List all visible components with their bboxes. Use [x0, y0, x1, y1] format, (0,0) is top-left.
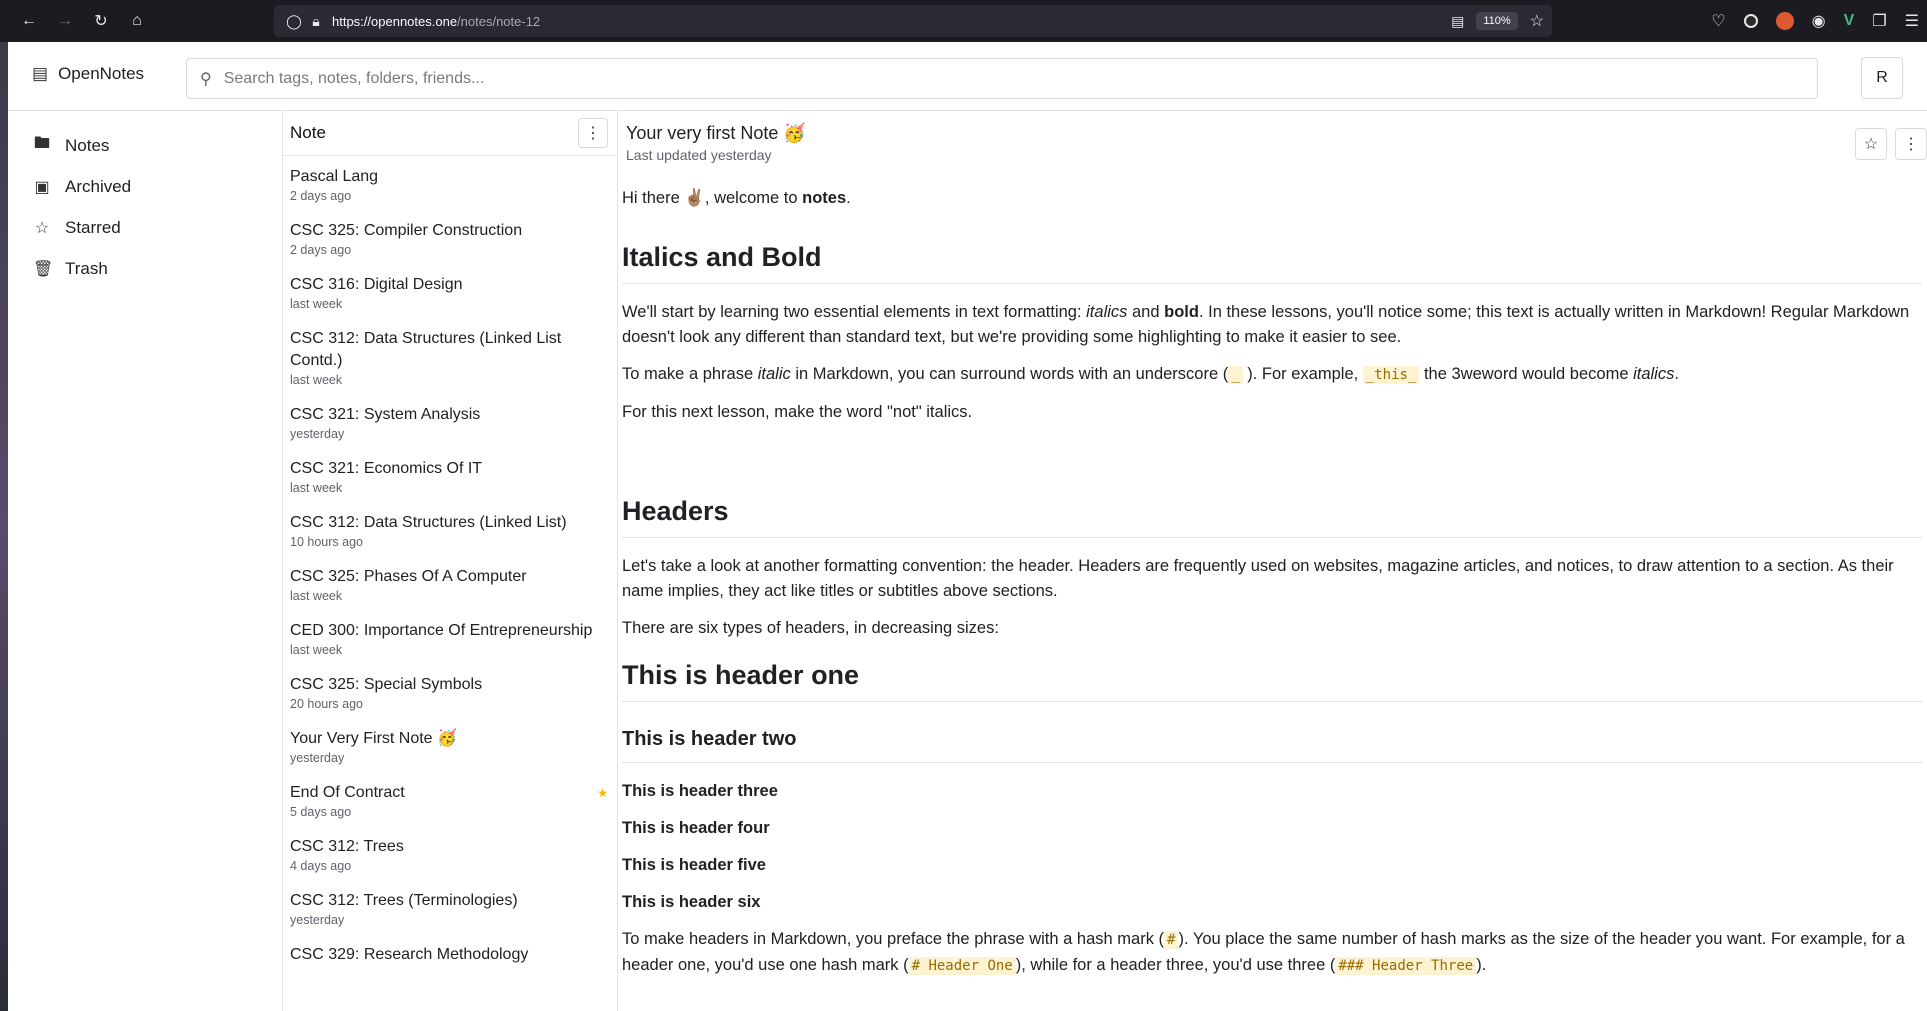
note-time: 20 hours ago — [290, 697, 363, 711]
list-item[interactable] — [283, 772, 617, 826]
note-time: 10 hours ago — [290, 535, 363, 549]
header-five-example: This is header five — [622, 856, 766, 874]
note-title: CSC 325: Compiler Construction — [290, 222, 523, 239]
sidebar-item-label: Notes — [65, 135, 110, 155]
text: ). You place the same number of hash marks as the size of the header you want. For example, for a header one, you'd use one hash mark ( — [622, 930, 1905, 974]
sidebar-item-notes[interactable] — [8, 125, 282, 166]
reader-view-icon[interactable]: ▤ — [1451, 12, 1465, 29]
intro-paragraph — [622, 186, 1922, 211]
star-note-button[interactable] — [1855, 128, 1887, 160]
notes-list-title: Note — [290, 123, 326, 142]
search-input[interactable] — [224, 70, 1724, 88]
note-heading: Your very first Note 🥳 — [626, 123, 806, 143]
browser-toolbar — [0, 0, 1927, 42]
note-title: CSC 325: Phases Of A Computer — [290, 568, 527, 585]
paragraph: For this next lesson, make the word "not" italics. — [622, 403, 973, 421]
note-title: CSC 312: Trees (Terminologies) — [290, 892, 518, 909]
inline-code: _this_ — [1363, 366, 1420, 384]
note-title: Your Very First Note 🥳 — [290, 730, 457, 747]
inline-code: # Header One — [909, 957, 1016, 975]
text: To make a phrase — [622, 365, 758, 383]
heading-headers: Headers — [622, 477, 1922, 538]
app-logo[interactable] — [32, 64, 144, 84]
url-actions — [1451, 5, 1544, 37]
list-item[interactable] — [283, 610, 617, 664]
sidebar — [8, 111, 283, 1011]
note-actions — [1855, 128, 1927, 160]
italic-text: italic — [757, 365, 791, 383]
kebab-menu-icon: ⋮ — [585, 125, 601, 142]
note-updated: Last updated yesterday — [626, 147, 772, 163]
list-item[interactable] — [283, 264, 617, 318]
note-title: CSC 312: Data Structures (Linked List) — [290, 514, 567, 531]
bold-text: notes — [802, 189, 847, 207]
list-item[interactable] — [283, 934, 617, 972]
notes-list-panel — [283, 111, 618, 1011]
url-host: https://opennotes.one — [332, 13, 458, 29]
url-text[interactable] — [332, 14, 540, 29]
archive-icon: ▣ — [34, 178, 50, 196]
back-icon[interactable]: ← — [21, 12, 37, 29]
note-time: last week — [290, 297, 343, 311]
list-item[interactable] — [283, 556, 617, 610]
note-time: yesterday — [290, 913, 345, 927]
note-menu-button[interactable] — [1895, 128, 1927, 160]
sidebar-item-label: Trash — [65, 258, 108, 278]
list-item[interactable] — [283, 448, 617, 502]
duckduckgo-icon[interactable] — [1776, 12, 1794, 30]
zoom-level[interactable]: 110% — [1476, 12, 1517, 30]
heading-italics-bold: Italics and Bold — [622, 223, 1922, 284]
paragraph: There are six types of headers, in decreasing sizes: — [622, 619, 999, 637]
app-header — [8, 42, 1927, 111]
spacer — [622, 437, 1922, 477]
text: To make headers in Markdown, you preface the phrase with a hash mark ( — [622, 930, 1165, 948]
trash-icon: 🗑︎ — [33, 260, 54, 278]
pocket-icon[interactable]: ♡ — [1711, 13, 1726, 30]
sidebar-item-archived[interactable] — [8, 166, 282, 207]
note-time: 4 days ago — [290, 859, 352, 873]
note-title: CSC 316: Digital Design — [290, 276, 463, 293]
star-icon: ☆ — [1863, 136, 1879, 153]
sidebar-item-label: Starred — [65, 217, 121, 237]
note-title: CSC 312: Data Structures (Linked List Contd.) — [290, 330, 562, 369]
glasses-icon[interactable]: ◉ — [1811, 13, 1826, 30]
note-time: 5 days ago — [290, 805, 352, 819]
note-time: last week — [290, 481, 343, 495]
note-title: CSC 321: System Analysis — [290, 406, 481, 423]
starred-icon: ★ — [597, 786, 608, 800]
bold-text: bold — [1164, 303, 1199, 321]
shield-icon[interactable]: ◯ — [286, 12, 302, 29]
address-bar[interactable] — [274, 5, 1552, 37]
italic-text: italics — [1086, 303, 1128, 321]
desktop-edge — [0, 42, 8, 1011]
note-title: CSC 325: Special Symbols — [290, 676, 483, 693]
text: ). — [1476, 956, 1487, 974]
bookmark-star-icon[interactable]: ☆ — [1529, 13, 1544, 30]
note-time: 2 days ago — [290, 189, 352, 203]
search-icon: ⚲ — [200, 70, 212, 88]
forward-icon[interactable]: → — [57, 12, 73, 29]
note-time: last week — [290, 589, 343, 603]
list-item[interactable] — [283, 318, 617, 394]
search-bar[interactable] — [186, 58, 1818, 99]
notes-list — [283, 156, 617, 972]
text: the 3weword would become — [1419, 365, 1634, 383]
paragraph — [622, 300, 1922, 350]
paragraph: Let's take a look at another formatting convention: the header. Headers are frequently used on websites, magazine articles, and notices, to draw attention to a section. As their name implies, they act like titles or subtitles above sections. — [622, 557, 1894, 600]
lock-icon[interactable]: 🔒︎ — [312, 12, 320, 29]
list-item[interactable] — [283, 156, 617, 210]
sidebar-item-starred[interactable] — [8, 207, 282, 248]
list-item[interactable] — [283, 880, 617, 934]
header-six-example: This is header six — [622, 893, 761, 911]
note-title: End Of Contract — [290, 784, 405, 801]
italic-text: italics — [1633, 365, 1675, 383]
header-one-example: This is header one — [622, 653, 1922, 702]
text: in Markdown, you can surround words with an underscore ( — [790, 365, 1229, 383]
sidebar-item-trash[interactable] — [8, 248, 282, 289]
note-editor — [618, 111, 1927, 1011]
list-item[interactable] — [283, 826, 617, 880]
note-title: CSC 312: Trees — [290, 838, 404, 855]
list-item[interactable] — [283, 394, 617, 448]
note-time: yesterday — [290, 751, 345, 765]
menu-icon[interactable]: ☰ — [1904, 13, 1919, 30]
text: and — [1127, 303, 1165, 321]
text: ). For example, — [1242, 365, 1363, 383]
list-item[interactable] — [283, 210, 617, 264]
note-time: 2 days ago — [290, 243, 352, 257]
folder-icon: 🖿︎ — [33, 135, 50, 152]
text: . — [846, 189, 851, 207]
note-time: last week — [290, 373, 343, 387]
notes-list-header — [283, 111, 617, 156]
extensions-icon[interactable]: ❐ — [1872, 13, 1887, 30]
list-item[interactable] — [283, 502, 617, 556]
list-item[interactable] — [283, 718, 617, 772]
notes-logo-icon: ▤ — [32, 64, 49, 83]
kebab-menu-icon: ⋮ — [1903, 136, 1919, 153]
url-path: /notes/note-12 — [457, 13, 541, 29]
text: We'll start by learning two essential elements in text formatting: — [622, 303, 1087, 321]
avatar[interactable]: R — [1861, 57, 1903, 99]
app-name: OpenNotes — [58, 64, 145, 83]
vue-devtools-icon[interactable]: V — [1843, 12, 1855, 29]
home-icon[interactable]: ⌂ — [132, 12, 142, 29]
extension-icon[interactable] — [1744, 14, 1758, 28]
text: ), while for a header three, you'd use three ( — [1015, 956, 1336, 974]
note-title: CSC 329: Research Methodology — [290, 946, 529, 963]
notes-menu-button[interactable] — [578, 118, 608, 148]
inline-code: ### Header Three — [1335, 957, 1476, 975]
note-time: last week — [290, 643, 343, 657]
list-item[interactable] — [283, 664, 617, 718]
star-icon: ☆ — [34, 219, 50, 237]
note-title: Pascal Lang — [290, 168, 379, 185]
header-four-example: This is header four — [622, 819, 770, 837]
paragraph — [622, 362, 1922, 388]
note-title: CED 300: Importance Of Entrepreneurship — [290, 622, 593, 639]
note-header — [626, 123, 806, 163]
browser-extensions — [1711, 0, 1919, 42]
inline-code: _ — [1228, 366, 1242, 384]
paragraph — [622, 927, 1922, 979]
note-title: CSC 321: Economics Of IT — [290, 460, 483, 477]
header-two-example: This is header two — [622, 718, 1922, 763]
note-time: yesterday — [290, 427, 345, 441]
header-three-example: This is header three — [622, 782, 778, 800]
note-body[interactable] — [622, 186, 1922, 991]
inline-code: # — [1164, 931, 1178, 949]
sidebar-item-label: Archived — [65, 176, 132, 196]
text: . In these lessons, you'll notice some; this text is actually written in Markdown! Regular Markdown doesn't look any different than standard text, but we're providing some highlighting to make it easier to see. — [622, 303, 1910, 346]
reload-icon[interactable]: ↻ — [94, 13, 108, 30]
text: . — [1674, 365, 1679, 383]
text: Hi there ✌🏽, welcome to — [622, 189, 803, 207]
